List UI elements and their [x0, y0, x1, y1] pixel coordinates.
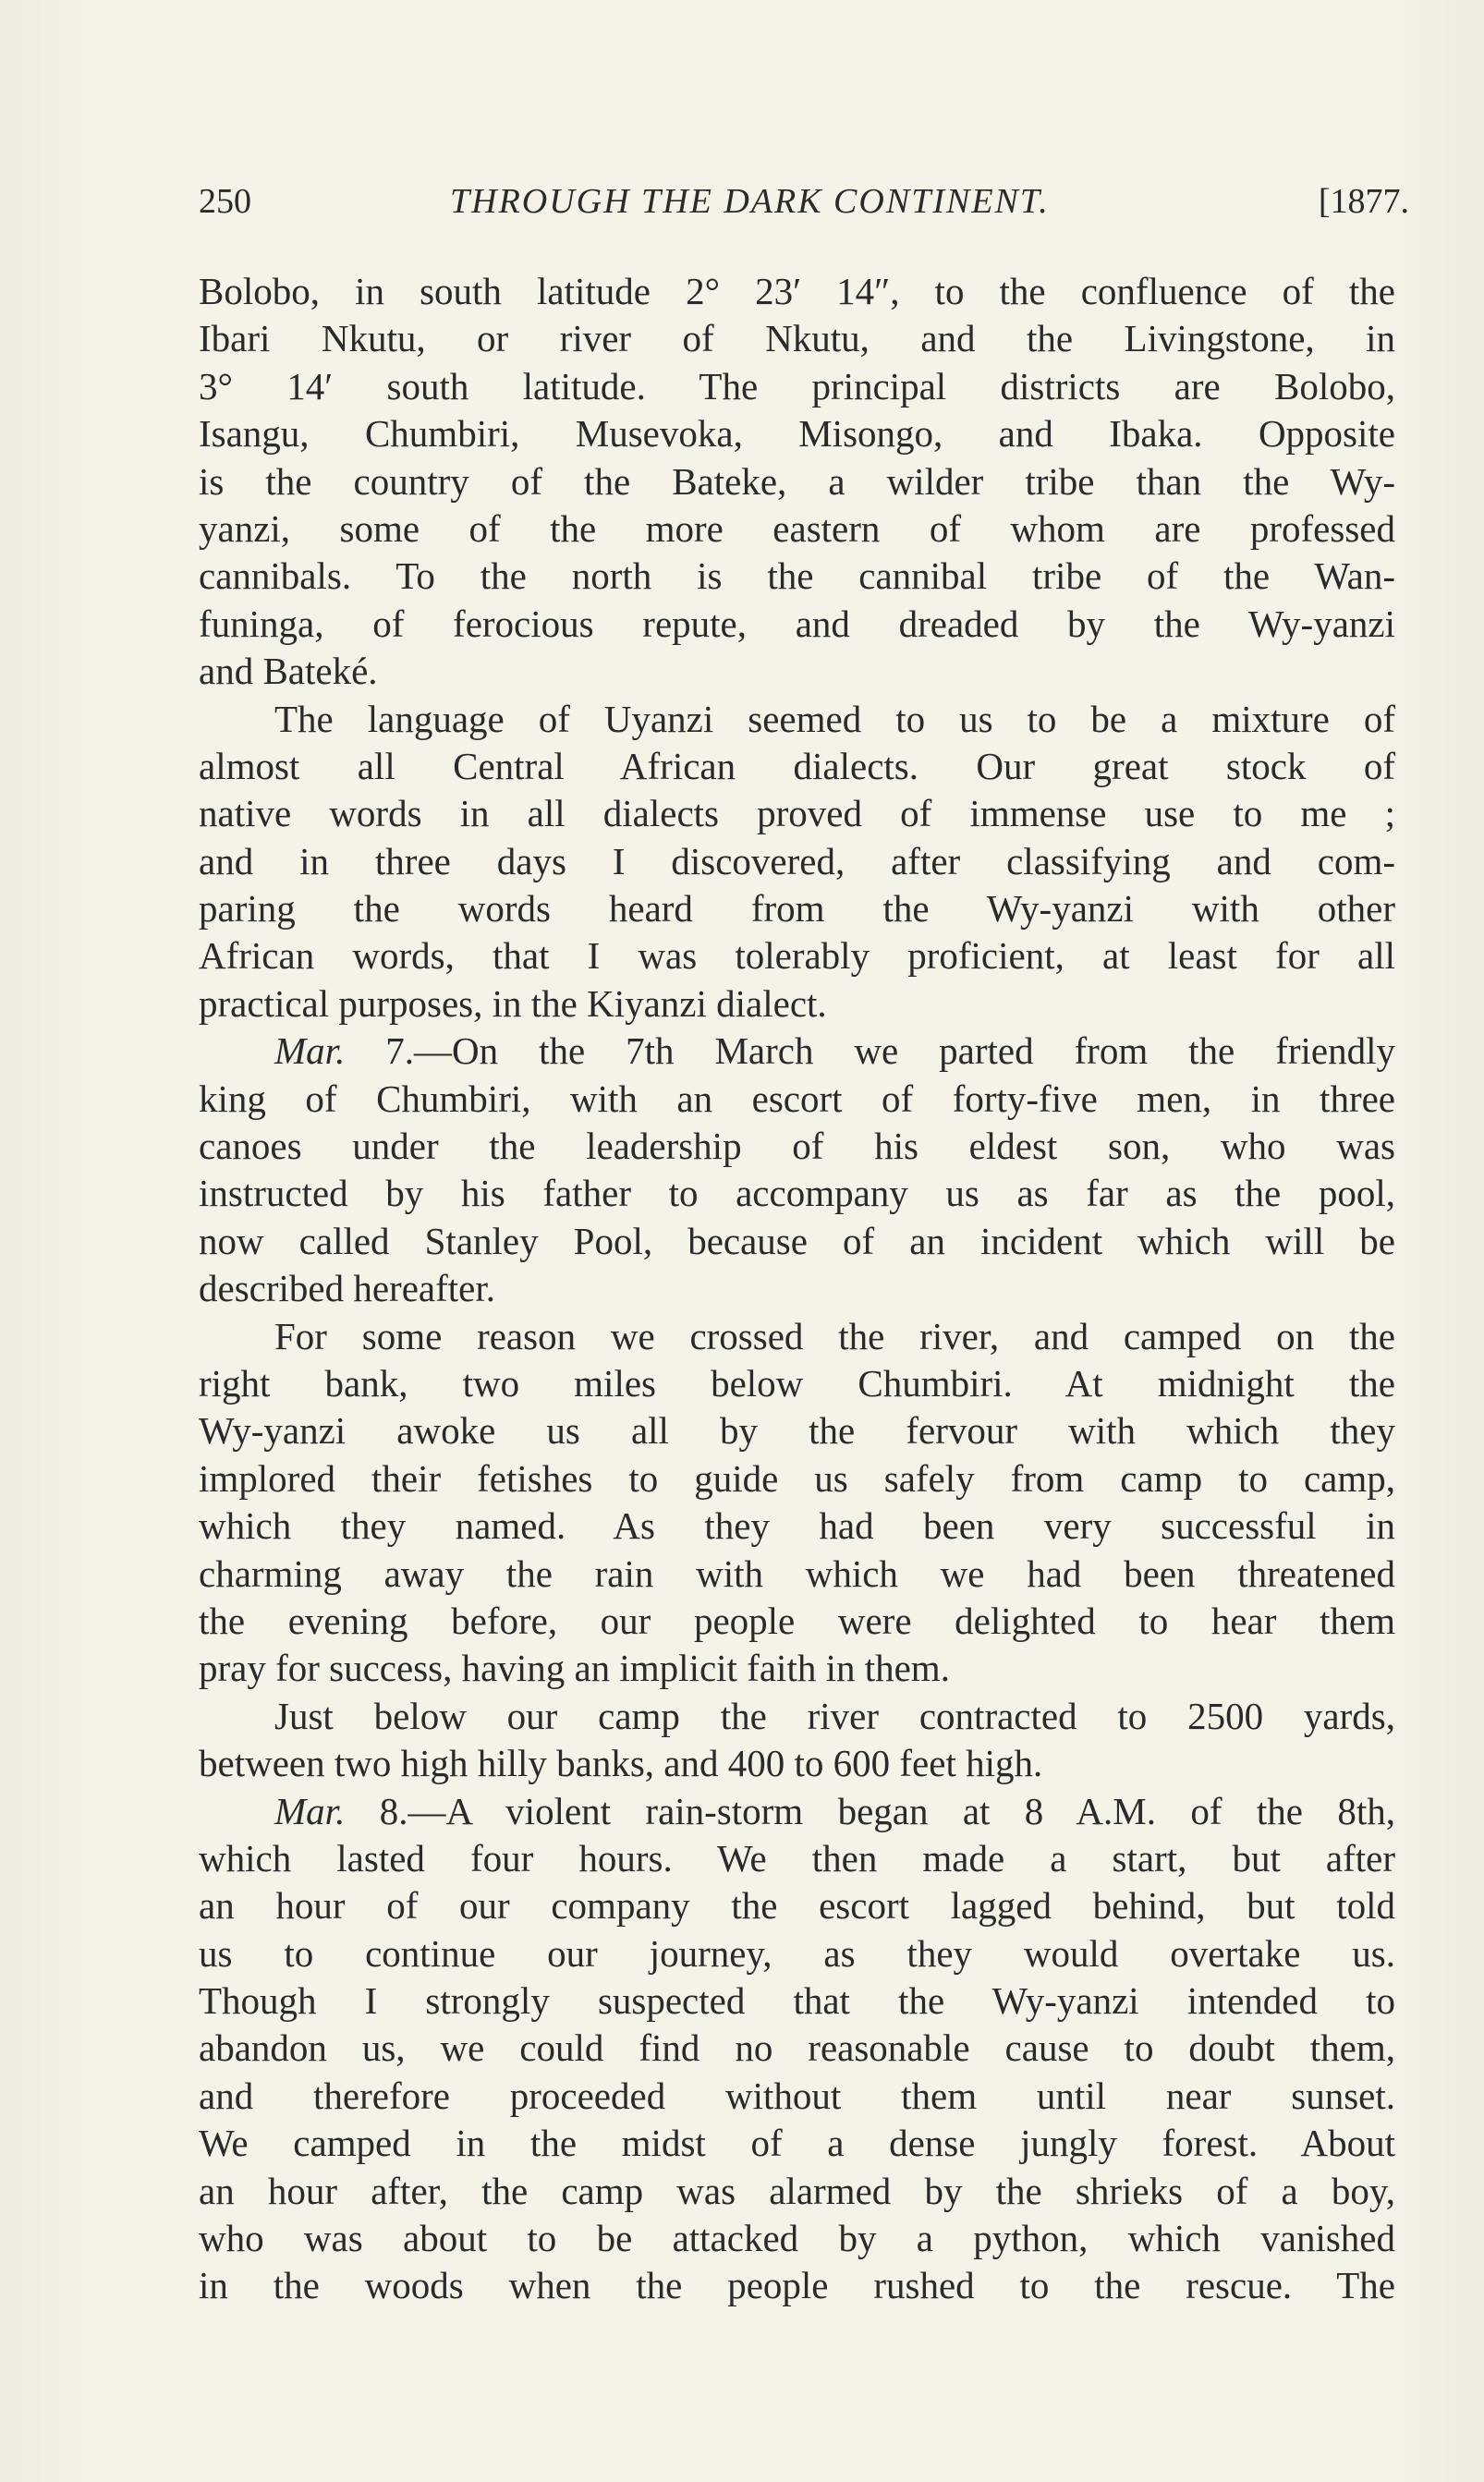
line-text: king of Chumbiri, with an escort of forty-five men, in three [199, 1077, 1395, 1120]
line-text: Wy-yanzi awoke us all by the fervour with which they [199, 1409, 1395, 1453]
text-line [199, 2215, 1395, 2262]
line-text: abandon us, we could find no reasonable cause to doubt them, [199, 2026, 1395, 2070]
line-text: canoes under the leadership of his eldest son, who was [199, 1125, 1395, 1168]
text-line [199, 2168, 1395, 2215]
line-text: which they named. As they had been very successful in [199, 1504, 1395, 1548]
line-text: Just below our camp the river contracted to 2500 yards, [274, 1694, 1395, 1737]
text-line [199, 410, 1395, 457]
line-text: native words in all dialects proved of immense use to me ; [199, 792, 1395, 835]
text-line [199, 790, 1395, 837]
text-line [199, 1598, 1395, 1645]
text-line [199, 1407, 1395, 1454]
text-line [199, 1028, 1395, 1075]
text-line [199, 932, 1395, 979]
text-line [199, 553, 1395, 600]
text-line [199, 1835, 1395, 1882]
line-text: cannibals. To the north is the cannibal tribe of the Wan- [199, 554, 1395, 598]
line-text: Isangu, Chumbiri, Musevoka, Misongo, and Ibaka. Opposite [199, 412, 1395, 456]
line-text: the evening before, our people were delighted to hear them [199, 1599, 1395, 1642]
line-text: almost all Central African dialects. Our great stock of [199, 744, 1395, 787]
line-text: which lasted four hours. We then made a start, but after [199, 1836, 1395, 1880]
line-text: described hereafter. [199, 1267, 495, 1310]
text-line [199, 268, 1395, 315]
line-text: African words, that I was tolerably proficient, at least for all [199, 934, 1395, 978]
text-line [199, 1313, 1395, 1360]
text-line [199, 505, 1395, 553]
text-line [199, 743, 1395, 790]
text-line [199, 1551, 1395, 1598]
line-text: Bolobo, in south latitude 2° 23′ 14″, to the confluence of the [199, 270, 1395, 312]
line-text: Though I strongly suspected that the Wy-yanzi intended to [199, 1979, 1395, 2023]
text-line [199, 1265, 1395, 1312]
running-title: THROUGH THE DARK CONTINENT. [450, 182, 1050, 221]
text-line [199, 363, 1395, 410]
text-line [199, 1170, 1395, 1217]
line-text: The language of Uyanzi seemed to us to be a mixture of [274, 697, 1395, 740]
line-text: now called Stanley Pool, because of an incident which will be [199, 1219, 1395, 1262]
text-line [199, 1455, 1395, 1503]
text-line [199, 1645, 1395, 1692]
line-text: an hour of our company the escort lagged behind, but told [199, 1884, 1395, 1928]
line-text: right bank, two miles below Chumbiri. At midnight the [199, 1361, 1395, 1405]
text-line [199, 458, 1395, 505]
text-line [199, 1930, 1395, 1977]
text-line [199, 980, 1395, 1028]
line-text: funinga, of ferocious repute, and dreaded by the Wy-yanzi [199, 602, 1395, 645]
body-text [199, 268, 1395, 2310]
line-text: and Bateké. [199, 650, 378, 693]
running-header [199, 174, 1409, 229]
text-line [199, 2073, 1395, 2120]
text-line [199, 2120, 1395, 2167]
text-line [199, 1218, 1395, 1265]
line-text: an hour after, the camp was alarmed by the shrieks of a boy, [199, 2169, 1395, 2212]
text-line [199, 1788, 1395, 1835]
line-text: 3° 14′ south latitude. The principal districts are Bolobo, [199, 364, 1395, 408]
line-text: 8.—A violent rain-storm began at 8 A.M. of the 8th, [345, 1789, 1395, 1832]
text-line [199, 885, 1395, 932]
text-line [199, 1882, 1395, 1929]
line-text: between two high hilly banks, and 400 to 600 feet high. [199, 1742, 1043, 1785]
line-text: yanzi, some of the more eastern of whom are professed [199, 506, 1395, 550]
line-text: who was about to be attacked by a python, which vanished [199, 2217, 1395, 2260]
date-marker: Mar. [274, 1029, 346, 1073]
line-text: instructed by his father to accompany us as far as the pool, [199, 1172, 1395, 1215]
line-text: 7.—On the 7th March we parted from the friendly [345, 1029, 1395, 1073]
line-text: We camped in the midst of a dense jungly forest. About [199, 2122, 1395, 2165]
line-text: For some reason we crossed the river, and camped on the [274, 1314, 1395, 1357]
text-line [199, 1693, 1395, 1740]
line-text: Ibari Nkutu, or river of Nkutu, and the Livingstone, in [199, 317, 1395, 360]
text-line [199, 1123, 1395, 1170]
text-line [199, 2262, 1395, 2309]
text-line [199, 1740, 1395, 1787]
text-line [199, 315, 1395, 362]
text-line [199, 601, 1395, 648]
text-line [199, 2025, 1395, 2072]
text-line [199, 1503, 1395, 1550]
page-number: 250 [199, 182, 251, 221]
line-text: charming away the rain with which we had been threatened [199, 1551, 1395, 1595]
line-text: pray for success, having an implicit faith in them. [199, 1647, 950, 1690]
line-text: paring the words heard from the Wy-yanzi with other [199, 887, 1395, 931]
text-line [199, 696, 1395, 743]
line-text: us to continue our journey, as they would overtake us. [199, 1931, 1395, 1975]
text-line [199, 838, 1395, 885]
text-line [199, 1076, 1395, 1123]
line-text: is the country of the Bateke, a wilder tribe than the Wy- [199, 459, 1395, 503]
line-text: and in three days I discovered, after classifying and com- [199, 839, 1395, 882]
date-marker: Mar. [274, 1789, 346, 1832]
line-text: implored their fetishes to guide us safely from camp to camp, [199, 1456, 1395, 1500]
line-text: practical purposes, in the Kiyanzi dialect. [199, 981, 827, 1025]
line-text: in the woods when the people rushed to the rescue. The [199, 2264, 1395, 2307]
text-line [199, 648, 1395, 695]
running-year: [1877. [1318, 182, 1409, 221]
text-line [199, 1360, 1395, 1407]
line-text: and therefore proceeded without them until near sunset. [199, 2074, 1395, 2117]
text-line [199, 1977, 1395, 2025]
